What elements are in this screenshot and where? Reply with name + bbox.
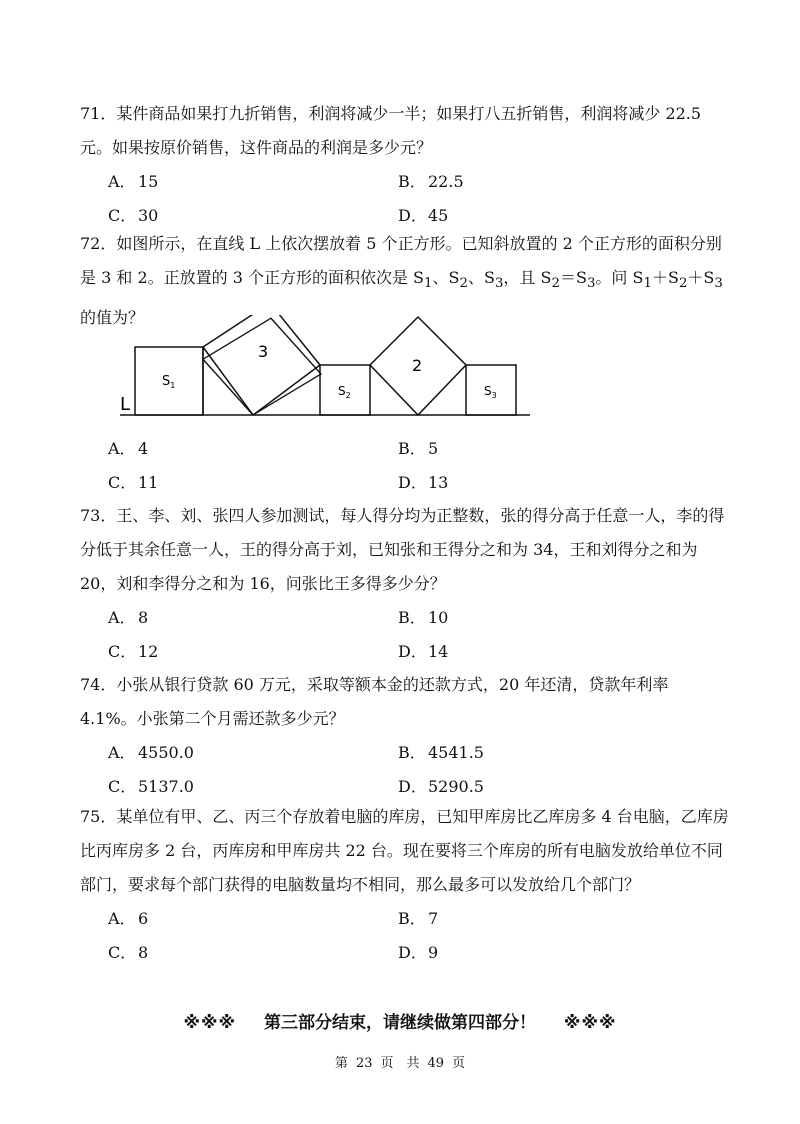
question-text: 74．小张从银行贷款 60 万元，采取等额本金的还款方式，20 年还清，贷款年利率 4.1%。小张第二个月需还款多少元？: [80, 675, 669, 728]
question-71: [80, 97, 730, 233]
options-row: [80, 635, 730, 669]
option-d[interactable]: D．14: [398, 642, 449, 661]
tilted-square-3: [203, 318, 321, 415]
options-row: [80, 936, 730, 970]
tilted-square-3-label: 3: [258, 342, 269, 361]
section-end-message: 第三部分结束，请继续做第四部分！: [264, 1013, 536, 1033]
option-c[interactable]: C． 30: [108, 206, 159, 225]
option-b[interactable]: B． 10: [398, 608, 449, 627]
question-75: [80, 800, 730, 970]
section-end-banner: [0, 1008, 800, 1033]
option-c[interactable]: C． 5137.0: [108, 777, 194, 796]
option-d[interactable]: D．13: [398, 473, 449, 492]
stars-right: ※※※: [563, 1013, 617, 1033]
question-73: [80, 499, 730, 669]
option-c[interactable]: C． 11: [108, 473, 159, 492]
question-text: 75．某单位有甲、乙、丙三个存放着电脑的库房，已知甲库房比乙库房多 4 台电脑，乙库房比丙库房多 2 台，丙库房和甲库房共 22 台。现在要将三个库房的所有电脑发放给单位不同部门，要求每个部门获得的电脑数量均不相同，那么最多可以发放给几个部门？: [80, 807, 729, 894]
options-row: [80, 902, 730, 936]
option-d[interactable]: D．9: [398, 943, 439, 962]
square-s2-label: $S_2$: [338, 384, 351, 400]
question-74: [80, 668, 730, 804]
option-d[interactable]: D．5290.5: [398, 777, 484, 796]
squares-figure: [110, 315, 540, 423]
page-number: 第 23 页 共 49 页: [334, 1056, 466, 1071]
option-b[interactable]: B． 7: [398, 909, 439, 928]
square-s1-label: $S_1$: [162, 374, 176, 390]
tilted-square-2-label: 2: [412, 356, 423, 375]
question-72-options: [80, 432, 730, 500]
option-a[interactable]: A． 15: [108, 172, 159, 191]
option-b[interactable]: B． 22.5: [398, 172, 464, 191]
options-row: [80, 736, 730, 770]
option-b[interactable]: B． 4541.5: [398, 743, 484, 762]
options-row: [80, 432, 730, 466]
options-row: [80, 165, 730, 199]
line-label: L: [120, 394, 131, 415]
options-row: [80, 770, 730, 804]
question-text: 73．王、李、刘、张四人参加测试，每人得分均为正整数，张的得分高于任意一人，李的得分低于其余任意一人，王的得分高于刘，已知张和王得分之和为 34，王和刘得分之和为 20，刘和李得分之和为 16，问张比王多得多少分？: [80, 506, 725, 593]
option-d[interactable]: D．45: [398, 206, 449, 225]
square-s3-label: $S_3$: [484, 384, 497, 400]
option-b[interactable]: B． 5: [398, 439, 439, 458]
option-c[interactable]: C． 8: [108, 943, 149, 962]
option-a[interactable]: A． 8: [108, 608, 149, 627]
option-a[interactable]: A． 4: [108, 439, 149, 458]
question-text: 72．如图所示，在直线 L 上依次摆放着 5 个正方形。已知斜放置的 2 个正方形的面积分别是 3 和 2。正放置的 3 个正方形的面积依次是 $S_1$、$S_2$、$S_3$，且 $S_2=S_3$。问 $S_1+S_2+S_3$的值为？: [80, 234, 723, 328]
question-text: 71．某件商品如果打九折销售，利润将减少一半；如果打八五折销售，利润将减少 22.5 元。如果按原价销售，这件商品的利润是多少元？: [80, 104, 702, 157]
option-a[interactable]: A． 6: [108, 909, 149, 928]
option-a[interactable]: A． 4550.0: [108, 743, 194, 762]
stars-left: ※※※: [183, 1013, 237, 1033]
options-row: [80, 466, 730, 500]
option-c[interactable]: C． 12: [108, 642, 159, 661]
options-row: [80, 601, 730, 635]
